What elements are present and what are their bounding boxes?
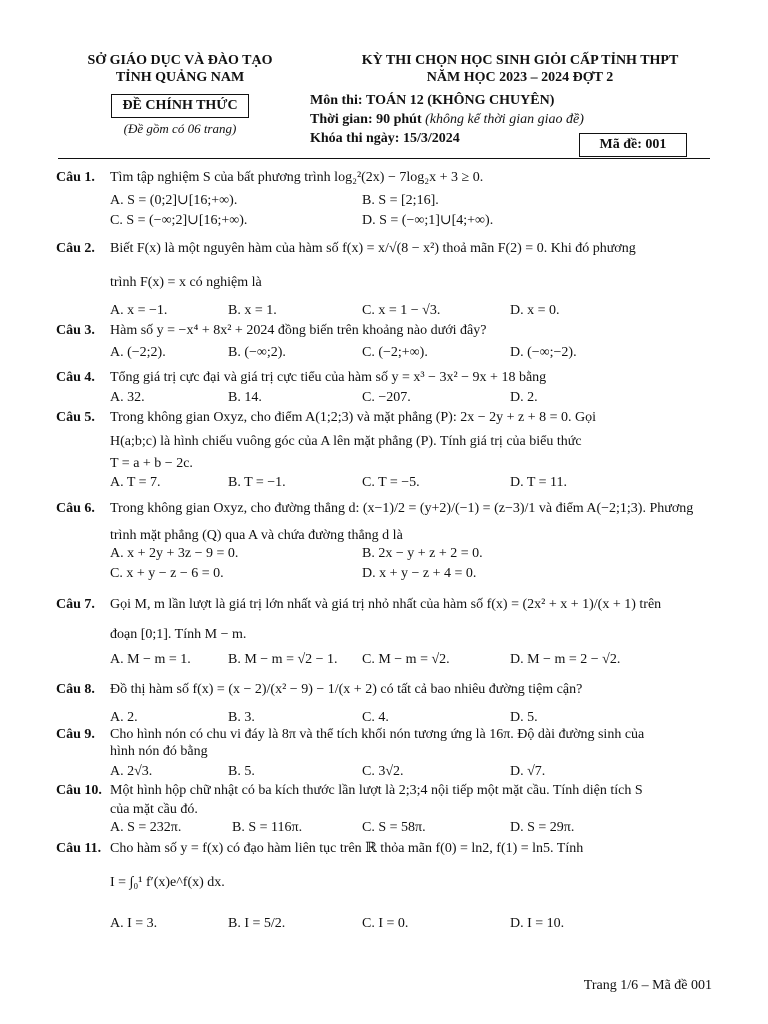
answer-3c[interactable]: C. (−2;+∞). [362,345,428,360]
question-7-cont: đoạn [0;1]. Tính M − m. [110,627,247,642]
answer-10b[interactable]: B. S = 116π. [232,820,303,835]
answer-10c[interactable]: C. S = 58π. [362,820,426,835]
answer-1d[interactable]: D. S = (−∞;1]∪[4;+∞). [362,213,494,228]
answer-1a[interactable]: A. S = (0;2]∪[16;+∞). [110,193,238,208]
question-2-cont: trình F(x) = x có nghiệm là [110,275,262,290]
answer-8b[interactable]: B. 3. [228,710,255,725]
question-6-cont: trình mặt phẳng (Q) qua A và chứa đường thẳng d là [110,528,403,543]
page-footer: Trang 1/6 – Mã đề 001 [583,978,712,993]
answer-6c[interactable]: C. x + y − z − 6 = 0. [110,566,224,581]
question-5-cont: H(a;b;c) là hình chiếu vuông góc của A lên mặt phẳng (P). Tính giá trị của biểu thức [110,434,582,449]
header-left [60,52,300,137]
answer-9d[interactable]: D. √7. [510,764,546,779]
answer-6d[interactable]: D. x + y − z + 4 = 0. [362,566,477,581]
answer-5a[interactable]: A. T = 7. [110,475,161,490]
answer-7d[interactable]: D. M − m = 2 − √2. [510,652,621,667]
official-badge: ĐỀ CHÍNH THỨC [111,94,248,118]
question-5: Câu 5. Trong không gian Oxyz, cho điểm A(1;2;3) và mặt phẳng (P): 2x − 2y + z + 8 = 0. Gọi [56,410,597,425]
answer-7a[interactable]: A. M − m = 1. [110,652,191,667]
answer-8c[interactable]: C. 4. [362,710,389,725]
answer-1b[interactable]: B. S = [2;16]. [362,193,439,208]
duration-note: (không kể thời gian giao đề) [425,112,584,127]
answer-4c[interactable]: C. −207. [362,390,411,405]
answer-11b[interactable]: B. I = 5/2. [228,916,286,931]
duration: 90 phút [376,112,422,127]
answer-11a[interactable]: A. I = 3. [110,916,158,931]
answer-6b[interactable]: B. 2x − y + z + 2 = 0. [362,546,483,561]
answer-9b[interactable]: B. 5. [228,764,255,779]
question-9-cont: hình nón đó bằng [110,744,208,759]
question-5-cont2: T = a + b − 2c. [110,456,193,471]
header-divider [58,158,710,159]
question-1: Câu 1. Tìm tập nghiệm S của bất phương trình log₂²(2x) − 7log₂x + 3 ≥ 0. [56,170,484,185]
answer-7c[interactable]: C. M − m = √2. [362,652,450,667]
province-name: TỈNH QUẢNG NAM [115,70,245,85]
answer-3a[interactable]: A. (−2;2). [110,345,166,360]
question-10: Câu 10. Một hình hộp chữ nhật có ba kích thước lần lượt là 2;3;4 nội tiếp một mặt cầu. Tính diện tích S [56,783,643,798]
question-3: Câu 3. Hàm số y = −x⁴ + 8x² + 2024 đồng biến trên khoảng nào dưới đây? [56,323,487,338]
question-2: Câu 2. Biết F(x) là một nguyên hàm của hàm số f(x) = x/√(8 − x²) thoả mãn F(2) = 0. Khi đó phương [56,241,636,256]
exam-code-box: Mã đề: 001 [579,133,687,157]
answer-11d[interactable]: D. I = 10. [510,916,565,931]
question-7: Câu 7. Gọi M, m lần lượt là giá trị lớn nhất và giá trị nhỏ nhất của hàm số f(x) = (2x² + x + 1)/(x + 1) trên [56,597,662,612]
answer-3d[interactable]: D. (−∞;−2). [510,345,577,360]
answer-2b[interactable]: B. x = 1. [228,303,277,318]
date-line: Khóa thi ngày: 15/3/2024 [310,131,460,146]
answer-10d[interactable]: D. S = 29π. [510,820,575,835]
question-11: Câu 11. Cho hàm số y = f(x) có đạo hàm liên tục trên ℝ thỏa mãn f(0) = ln2, f(1) = ln5. Tính [56,841,584,856]
answer-7b[interactable]: B. M − m = √2 − 1. [228,652,338,667]
subject: TOÁN 12 (KHÔNG CHUYÊN) [366,93,555,108]
question-6: Câu 6. Trong không gian Oxyz, cho đường thẳng d: (x−1)/2 = (y+2)/(−1) = (z−3)/1 và điểm A(−2;1;3). Phương [56,501,694,516]
answer-2c[interactable]: C. x = 1 − √3. [362,303,441,318]
question-4: Câu 4. Tổng giá trị cực đại và giá trị cực tiểu của hàm số y = x³ − 3x² − 9x + 18 bằng [56,370,547,385]
department-name: SỞ GIÁO DỤC VÀ ĐÀO TẠO [87,53,273,68]
exam-year: NĂM HỌC 2023 – 2024 ĐỢT 2 [426,70,614,85]
answer-10a[interactable]: A. S = 232π. [110,820,182,835]
answer-11c[interactable]: C. I = 0. [362,916,409,931]
answer-9c[interactable]: C. 3√2. [362,764,404,779]
answer-3b[interactable]: B. (−∞;2). [228,345,286,360]
exam-date: 15/3/2024 [402,131,460,146]
answer-5b[interactable]: B. T = −1. [228,475,286,490]
answer-8d[interactable]: D. 5. [510,710,538,725]
answer-9a[interactable]: A. 2√3. [110,764,153,779]
answer-2a[interactable]: A. x = −1. [110,303,168,318]
question-9: Câu 9. Cho hình nón có chu vi đáy là 8π và thể tích khối nón tương ứng là 16π. Độ dài đường sinh của [56,727,645,742]
question-11-cont: I = ∫₀¹ f′(x)e^f(x) dx. [110,875,225,890]
answer-1c[interactable]: C. S = (−∞;2]∪[16;+∞). [110,213,248,228]
question-10-cont: của mặt cầu đó. [110,802,198,817]
answer-4a[interactable]: A. 32. [110,390,145,405]
pages-note: (Đề gồm có 06 trang) [123,120,237,136]
answer-5c[interactable]: C. T = −5. [362,475,420,490]
answer-8a[interactable]: A. 2. [110,710,138,725]
answer-2d[interactable]: D. x = 0. [510,303,560,318]
answer-6a[interactable]: A. x + 2y + 3z − 9 = 0. [110,546,239,561]
answer-4b[interactable]: B. 14. [228,390,262,405]
subject-line: Môn thi: TOÁN 12 (KHÔNG CHUYÊN) [310,93,555,108]
time-line: Thời gian: 90 phút (không kể thời gian giao đề) [310,112,584,127]
question-8: Câu 8. Đồ thị hàm số f(x) = (x − 2)/(x² − 9) − 1/(x + 2) có tất cả bao nhiêu đường tiệm cận? [56,682,583,697]
answer-4d[interactable]: D. 2. [510,390,538,405]
answer-5d[interactable]: D. T = 11. [510,475,568,490]
exam-title: KỲ THI CHỌN HỌC SINH GIỎI CẤP TỈNH THPT [361,53,679,68]
